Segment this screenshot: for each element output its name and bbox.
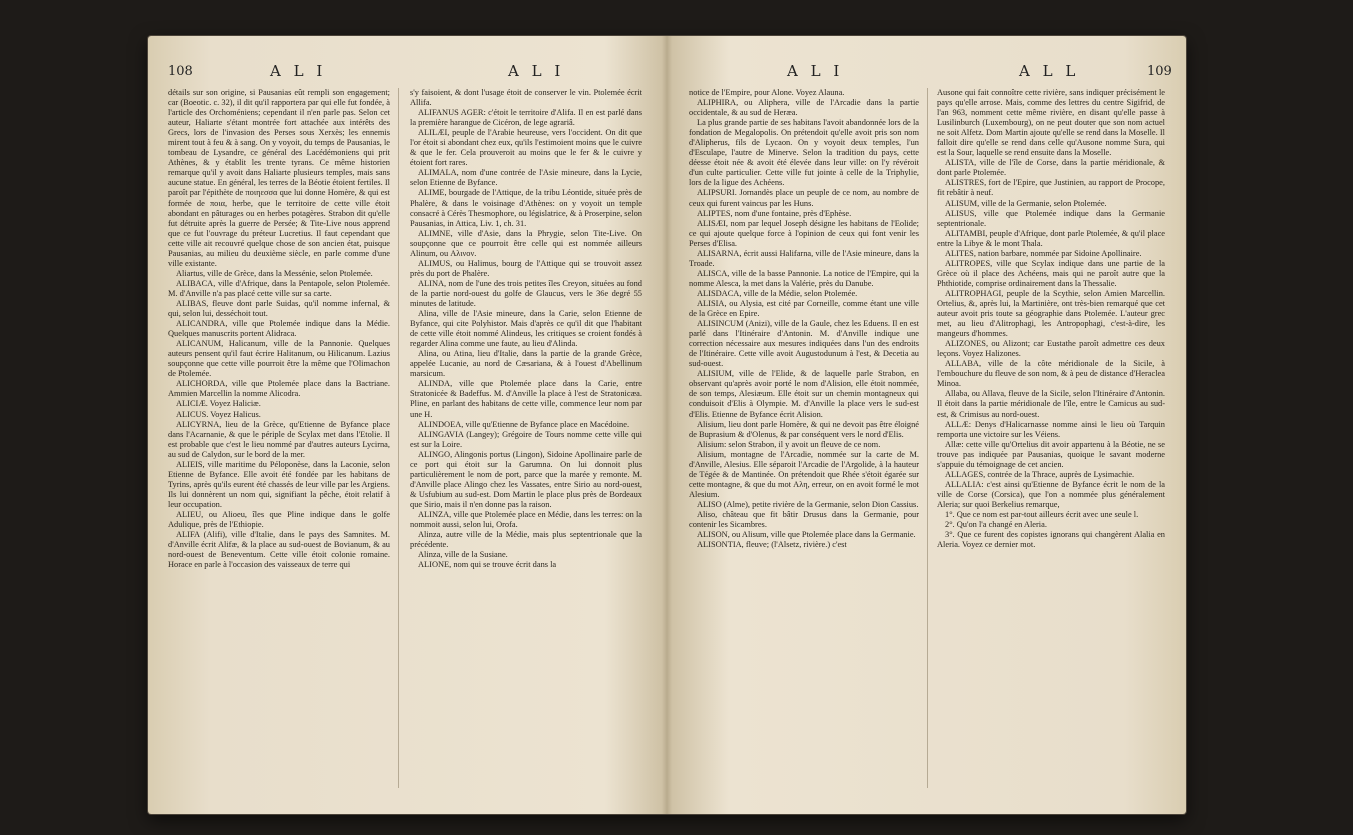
entry-paragraph: ALISIUM, ville de l'Elide, & de laquelle parle Strabon, en observant qu'après avoir porté le nom d'Alision, elle étoit nommée, de son temps, Alesiæum. Elle étoit sur un chemin montagneux qui conduisoit d'Elis à Olympie. M. d'Anville la place vers le sud-est d'Elis. Etienne de Byfance écrit Alision. — [689, 369, 919, 419]
running-head: A L L — [1019, 62, 1080, 80]
entry-paragraph: ALITES, nation barbare, nommée par Sidoine Apollinaire. — [945, 248, 1142, 258]
entry-paragraph: 3°. Que ce furent des copistes ignorans qui changèrent Alalia en Aleria. Voyez ce dernier mot. — [937, 530, 1165, 550]
entry-paragraph: ALIONE, nom qui se trouve écrit dans la — [418, 560, 557, 570]
text-column-right — [410, 88, 642, 800]
entry-paragraph: ALISARNA, écrit aussi Halifarna, ville de l'Asie mineure, dans la Troade. — [689, 248, 919, 268]
text-column-right — [937, 88, 1165, 800]
entry-paragraph: ALILÆI, peuple de l'Arabie heureuse, vers l'occident. On dit que l'or étoit si abondant chez eux, qu'ils l'estimoient moins que le cuivre & que le fer. Cela prouveroit au moins que le fer & le cuivre y étoient fort rares. — [410, 128, 642, 168]
entry-paragraph: ALIMNE, ville d'Asie, dans la Phrygie, selon Tite-Live. On soupçonne que ce pourroit être celle qui est nommée ailleurs Alinum, ou Αλινον. — [410, 228, 642, 258]
entry-paragraph: détails sur son origine, si Pausanias eût rempli son engagement; car (Boeotic. c. 32), il dit qu'il rapportera par qui elle fut fondée, à l'article des Orchoméniens; cependant il n'en parle pas. Selon cet auteur, Haliarte s'étant montrée fort attachée aux intérêts des Grecs, lors de l'invasion des Perses sous Xerxès; les ennemis mirent tout à feu & à sang. On y voyoit, du temps de Pausanias, le tombeau de Lysandre, ce général des Lacédémoniens qui prit Athènes, & y établit les trente tyrans. Ce même historien remarque qu'il y avoit dans Haliarte plusieurs temples, mais sans aucune statue. En général, les terres de la Béotie étoient fertiles. Il paroît par l'épithète de ποιηεσσα que lui donne Homère, & qui est formée de ποια, herbe, que le territoire de cette ville étoit abondant en pâturages ou en herbes potagères. Strabon dit qu'elle fut détruite après la guerre de Persée; & Tite-Live nous apprend que ce fut l'ouvrage du préteur Lucretius. Il faut cependant que cette ville ait recouvré quelque chose de son ancien état, puisque Pausanias, au milieu du deuxième siècle, en parle comme d'une ville existante. — [168, 88, 390, 268]
entry-paragraph: La plus grande partie de ses habitans l'avoit abandonnée lors de la fondation de Megalopolis. On prétendoit qu'elle avoit pris son nom d'Alipherus, fils de Lycaon. On y voyoit deux temples, l'un d'Esculape, l'autre de Minerve. Selon la tradition du pays, cette déesse étoit née & avoit été élevée dans leur ville: on l'y révéroit d'un culte particulier. Cette ville fut jointe à celle de la Triphylie, lors de la ligue des Achéens. — [689, 118, 919, 188]
entry-paragraph: ALIFA (Alifi), ville d'Italie, dans le pays des Samnites. M. d'Anville écrit Alifæ, & la place au sud-ouest de Bovianum, & au nord-ouest de Beneventum. Cette ville étoit colonie romaine. Horace en parle à l'occasion des vaisseaux de terre qui — [168, 530, 390, 570]
entry-paragraph: ALISTA, ville de l'île de Corse, dans la partie méridionale, & dont parle Ptolemée. — [937, 158, 1165, 178]
entry-paragraph: ALISTRES, fort de l'Epire, que Justinien, au rapport de Procope, fit rebâtir à neuf. — [937, 178, 1165, 198]
entry-paragraph: Allæ: cette ville qu'Ortelius dit avoir appartenu à la Béotie, ne se trouve pas indiquée par Pausanias, quoique le savant moderne s'appuie du témoignage de cet ancien. — [937, 439, 1165, 469]
entry-paragraph: ALIMALA, nom d'une contrée de l'Asie mineure, dans la Lycie, selon Etienne de Byfance. — [410, 168, 642, 188]
entry-paragraph: ALISINCUM (Anizi), ville de la Gaule, chez les Eduens. Il en est parlé dans l'Itinéraire d'Antonin. M. d'Anville indique une correction nécessaire aux mesures indiquées dans l'un des endroits de l'Itinéraire. Cette ville avoit Augustodunum à l'est, & Decetia au sud-ouest. — [689, 319, 919, 369]
entry-paragraph: ALISUS, ville que Ptolemée indique dans la Germanie septentrionale. — [937, 208, 1165, 228]
text-column-left — [689, 88, 919, 800]
entry-paragraph: ALITAMBI, peuple d'Afrique, dont parle Ptolemée, & qu'il place entre la Libye & le mont Thala. — [937, 228, 1165, 248]
entry-paragraph: ALINA, nom de l'une des trois petites îles Creyon, situées au fond de la partie nord-ouest du golfe de Glaucus, vers le 36e degré 55 minutes de latitude. — [410, 278, 642, 308]
entry-paragraph: ALIME, bourgade de l'Attique, de la tribu Léontide, située près de Phalère, & dans le voisinage d'Athènes: on y voyoit un temple consacré à Cérès Thesmophore, ou législatrice, & à Proserpine, selon Pausanias, in Attica, Liv. 1, ch. 31. — [410, 188, 642, 228]
entry-paragraph: ALIZONES, ou Alizont; car Eustathe paroît admettre ces deux leçons. Voyez Halizones. — [937, 339, 1165, 359]
entry-paragraph: ALIEU, ou Alioeu, îles que Pline indique dans le golfe Adulique, près de l'Ethiopie. — [168, 509, 390, 530]
entry-paragraph: Alina, ou Atina, lieu d'Italie, dans la partie de la grande Grèce, appelée Lucanie, au nord de Cæsariana, & à l'ouest d'Abellinum marsicum. — [410, 349, 642, 379]
entry-paragraph: ALIBAS, fleuve dont parle Suidas, qu'il nomme infernal, & qui, selon lui, desséchoit tout. — [168, 298, 390, 319]
entry-paragraph: Ausone qui fait connoître cette rivière, sans indiquer précisément le pays qu'elle arrose. Mais, comme des lettres du centre Sigifrid, de l'an 963, nomment cette même rivière, en disant qu'elle passe à Lusilinburch (Luxembourg), on ne peut douter que son nom actuel ne soit Alfetz. Dom Martin ajoute qu'elle se rend dans la Moselle. Il falloit dire qu'elle se rend dans celle qu'Ausone nomme Sura, qui est la Sour, laquelle se rend ensuite dans la Moselle. — [937, 88, 1165, 158]
entry-paragraph: ALISIA, ou Alysia, est cité par Corneille, comme étant une ville de la Grèce en Epire. — [689, 298, 919, 319]
entry-paragraph: ALINDA, ville que Ptolemée place dans la Carie, entre Stratonicée & Badeffus. M. d'Anville la place à l'est de Stratonicæa. Pline, en parlant des habitans de cette ville, commence leur nom par une H. — [410, 379, 642, 419]
entry-paragraph: ALICYRNA, lieu de la Grèce, qu'Etienne de Byfance place dans l'Acarnanie, & que le périple de Scylax met dans l'Etolie. Il est probable que c'est le lieu nommé par d'autres auteurs Lycirna, au sud de Calydon, sur le bord de la mer. — [168, 419, 390, 459]
entry-paragraph: Allaba, ou Allava, fleuve de la Sicile, selon l'Itinéraire d'Antonin. Il étoit dans la partie méridionale de l'île, entre le Camicus au sud-est, & Crimisus au nord-ouest. — [937, 389, 1165, 419]
entry-paragraph: ALICIÆ. Voyez Haliciæ. — [176, 399, 261, 409]
entry-paragraph: ALICUS. Voyez Halicus. — [176, 409, 261, 419]
entry-paragraph: ALINDOEA, ville qu'Etienne de Byfance place en Macédoine. — [418, 419, 630, 429]
entry-paragraph: ALIFANUS AGER: c'étoit le territoire d'Alifa. Il en est parlé dans la première harangue de Cicéron, de lege agrariâ. — [410, 108, 642, 128]
entry-paragraph: Aliartus, ville de Grèce, dans la Messénie, selon Ptolemée. — [176, 268, 373, 278]
entry-paragraph: Alinza, autre ville de la Médie, mais plus septentrionale que la précédente. — [410, 530, 642, 550]
entry-paragraph: Alina, ville de l'Asie mineure, dans la Carie, selon Etienne de Byfance, qui cite Polyhistor. Mais d'après ce qu'il dit que l'habitant de cette ville étoit nommé Alindeus, les critiques se croient fondés à regarder Alina comme une faute, au lieu d'Alinda. — [410, 309, 642, 349]
entry-paragraph: ALINZA, ville que Ptolemée place en Médie, dans les terres: on la nommoit aussi, selon lui, Orofa. — [410, 509, 642, 530]
entry-paragraph: ALIPHIRA, ou Aliphera, ville de l'Arcadie dans la partie occidentale, & au sud de Heræa. — [689, 98, 919, 118]
book-spread — [148, 36, 1186, 814]
entry-paragraph: 2°. Qu'on l'a changé en Aleria. — [945, 520, 1047, 530]
running-head: A L I — [787, 62, 844, 80]
entry-paragraph: ALITROPHAGI, peuple de la Scythie, selon Amien Marcellin. Ortelius, &, après lui, la Martinière, ont très-bien remarqué que cet auteur avoit pris toute sa géographie dans Ptolemée. L'auteur grec met, au lieu d'Alitrophagi, les Antropophagi, c'est-à-dire, les mangeurs d'hommes. — [937, 288, 1165, 339]
entry-paragraph: ALLALIA: c'est ainsi qu'Etienne de Byfance écrit le nom de la ville de Corse (Corsica), que l'on a nommée plus généralement Aleria; sur quoi Berkelius remarque, — [937, 479, 1165, 509]
entry-paragraph: ALIEIS, ville maritime du Péloponèse, dans la Laconie, selon Etienne de Byfance. Elle avoit été fondée par les habitans de Tyrins, après qu'ils eurent été chassés de leur ville par les Argiens. Ils lui donnèrent un nom qui, signifiant la pêche, étoit relatif à leur occupation. — [168, 459, 390, 509]
entry-paragraph: ALIBACA, ville d'Afrique, dans la Pentapole, selon Ptolemée. M. d'Anville n'a pas placé cette ville sur sa carte. — [168, 278, 390, 298]
entry-paragraph: ALISDACA, ville de la Médie, selon Ptolemée. — [697, 288, 858, 298]
running-head: A L I — [270, 62, 327, 80]
column-rule — [398, 88, 399, 788]
entry-paragraph: ALIPTES, nom d'une fontaine, près d'Ephèse. — [697, 208, 852, 218]
page-number: 108 — [168, 64, 193, 79]
entry-paragraph: ALICANDRA, ville que Ptolemée indique dans la Médie. Quelques manuscrits portent Alidraca. — [168, 319, 390, 339]
entry-paragraph: ALLAGES, contrée de la Thrace, auprès de Lysimachie. — [945, 469, 1135, 479]
entry-paragraph: notice de l'Empire, pour Alone. Voyez Alauna. — [689, 88, 845, 97]
entry-paragraph: Alisium, lieu dont parle Homère, & qui ne devoit pas être éloigné de Buprasium & d'Olenus, & par conséquent vers le nord d'Elis. — [689, 419, 919, 439]
column-rule — [927, 88, 928, 788]
entry-paragraph: ALISCA, ville de la basse Pannonie. La notice de l'Empire, qui la nomme Alesca, la met dans la Valérie, près du Danube. — [689, 268, 919, 288]
entry-paragraph: 1°. Que ce nom est par-tout ailleurs écrit avec une seule l. — [945, 509, 1139, 519]
entry-paragraph: ALIPSURI. Jornandès place un peuple de ce nom, au nombre de ceux qui furent vaincus par les Huns. — [689, 188, 919, 208]
left-page — [148, 36, 667, 814]
entry-paragraph: s'y faisoient, & dont l'usage étoit de conserver le vin. Ptolemée écrit Allifa. — [410, 88, 642, 108]
entry-paragraph: ALICHORDA, ville que Ptolemée place dans la Bactriane. Ammien Marcellin la nomme Alicodra. — [168, 379, 390, 399]
entry-paragraph: Alisium: selon Strabon, il y avoit un fleuve de ce nom. — [697, 439, 881, 449]
entry-paragraph: Aliso, château que fit bâtir Drusus dans la Germanie, pour contenir les Sicambres. — [689, 509, 919, 530]
entry-paragraph: ALITROPES, ville que Scylax indique dans une partie de la Grèce où il place des Achéens, mais qui ne paroît autre que la Phthiotide, comprise ordinairement dans la Thessalie. — [937, 258, 1165, 288]
running-head: A L I — [508, 62, 565, 80]
entry-paragraph: ALISONTIA, fleuve; (l'Alsetz, rivière.) c'est — [697, 540, 847, 550]
entry-paragraph: ALINGO, Alingonis portus (Lingon), Sidoine Apollinaire parle de ce port qui étoit sur la Garumna. On lui donnoit plus particulièrement le nom de port, parce que la marée y remonte. M. d'Anville place Alingo chez les Vassates, entre Sirio au nord-ouest, & Usfubium au sud-est. Dom Martin le place plus près de Bordeaux que Sirio, mais il n'en donne pas la raison. — [410, 449, 642, 509]
entry-paragraph: ALISÆI, nom par lequel Joseph désigne les habitans de l'Eolide; ce qui ajoute quelque force à l'opinion de ceux qui font venir les Perses d'Elisa. — [689, 218, 919, 248]
text-column-left — [168, 88, 390, 800]
entry-paragraph: ALINGAVIA (Langey); Grégoire de Tours nomme cette ville qui est sur la Loire. — [410, 429, 642, 449]
entry-paragraph: ALLABA, ville de la côte méridionale de la Sicile, à l'embouchure du fleuve de son nom, & à peu de distance d'Heraclea Minoa. — [937, 359, 1165, 389]
page-number: 109 — [1147, 64, 1172, 79]
entry-paragraph: Alisium, montagne de l'Arcadie, nommée sur la carte de M. d'Anville, Alesius. Elle séparoit l'Arcadie de l'Argolide, à la hauteur de Tégée & de Mantinée. On prétendoit que Rhée s'étoit égarée sur cette montagne, & que du mot Αλη, erreur, on en avoit formé le mot Alesium. — [689, 449, 919, 499]
entry-paragraph: Alinza, ville de la Susiane. — [418, 550, 508, 560]
right-page — [667, 36, 1186, 814]
entry-paragraph: ALISON, ou Alisum, ville que Ptolemée place dans la Germanie. — [697, 530, 916, 540]
entry-paragraph: ALICANUM, Halicanum, ville de la Pannonie. Quelques auteurs pensent qu'il faut écrire Halitanum, ou Hilicanum. Lazius soupçonne que cette ville pourroit être la même que l'Olimachon de Ptolemée. — [168, 339, 390, 379]
entry-paragraph: ALIMUS, ou Halimus, bourg de l'Attique qui se trouvoit assez près du port de Phalère. — [410, 258, 642, 278]
entry-paragraph: ALISUM, ville de la Germanie, selon Ptolemée. — [945, 198, 1107, 208]
entry-paragraph: ALLÆ: Denys d'Halicarnasse nomme ainsi le lieu où Tarquin remporta une victoire sur les Véiens. — [937, 419, 1165, 439]
entry-paragraph: ALISO (Alme), petite rivière de la Germanie, selon Dion Cassius. — [697, 499, 919, 509]
